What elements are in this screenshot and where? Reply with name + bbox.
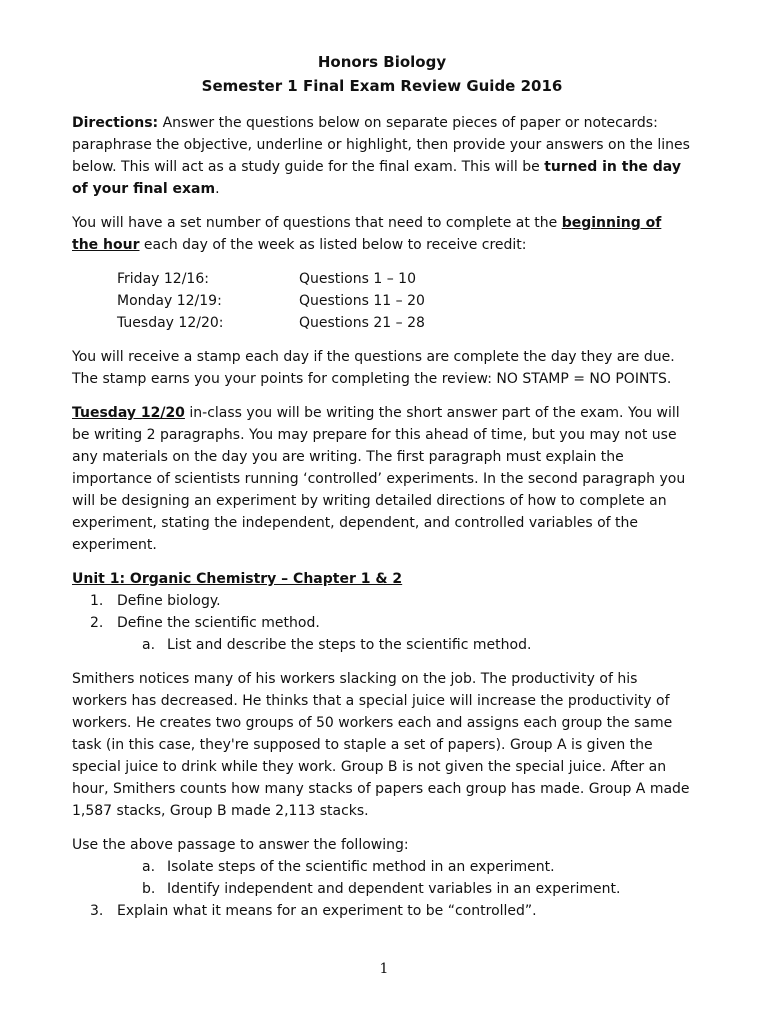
unit1-heading: Unit 1: Organic Chemistry – Chapter 1 & 2 — [72, 571, 403, 587]
directions-emphasis: turned in the day of your final exam — [72, 159, 681, 197]
item-text: Explain what it means for an experiment to be “controlled”. — [117, 903, 537, 919]
sub-item-text: List and describe the steps to the scientific method. — [167, 637, 532, 653]
sub-item-text: Isolate steps of the scientific method in an experiment. — [167, 859, 555, 875]
stamp-paragraph: You will receive a stamp each day if the questions are complete the day they are due. The stamp earns you your points for completing the review: NO STAMP = NO POINTS. — [72, 349, 675, 387]
sub-list-item — [142, 856, 692, 878]
sub-item-letter: a. — [142, 859, 156, 875]
tuesday-label: Tuesday 12/20 — [72, 405, 185, 421]
course-title: Honors Biology — [317, 53, 447, 71]
schedule-row — [117, 312, 692, 334]
sub-item-text: Identify independent and dependent variables in an experiment. — [167, 881, 621, 897]
schedule-intro-emphasis: beginning of the hour — [72, 215, 662, 253]
page-number: 1 — [379, 961, 389, 977]
item-number: 2. — [90, 615, 104, 631]
schedule-questions: Questions 11 – 20 — [299, 293, 425, 309]
sub-list-item — [142, 634, 692, 656]
schedule-row — [117, 268, 692, 290]
schedule-questions: Questions 21 – 28 — [299, 315, 425, 331]
directions-text: Answer the questions below on separate pieces of paper or notecards: paraphrase the objective, underline or highlight, then provide your answers on the lines below. This will act as a study guide for the final exam. This will be — [72, 115, 690, 175]
item-text: Define biology. — [117, 593, 221, 609]
tuesday-paragraph — [72, 402, 692, 556]
list-item — [90, 612, 692, 634]
smithers-passage: Smithers notices many of his workers slacking on the job. The productivity of his workers has decreased. He thinks that a special juice will increase the productivity of workers. He creates two groups of 50 workers each and assigns each group the same task (in this case, they're supposed to staple a set of papers). Group A is given the special juice to drink while they work. Group B is not given the special juice. After an hour, Smithers counts how many stacks of papers each group has made. Group A made 1,587 stacks, Group B made 2,113 stacks. — [72, 671, 690, 819]
tuesday-text: in-class you will be writing the short answer part of the exam. You will be writing 2 paragraphs. You may prepare for this ahead of time, but you may not use any materials on the day you are writing. The first paragraph must explain the importance of scientists running ‘controlled’ experiments. In the second paragraph you will be designing an experiment by writing detailed directions of how to complete an experiment, stating the independent, dependent, and controlled variables of the experiment. — [72, 405, 686, 553]
sub-list-item — [142, 878, 692, 900]
directions-paragraph — [72, 112, 692, 200]
schedule-list — [117, 268, 692, 334]
schedule-questions: Questions 1 – 10 — [299, 271, 416, 287]
schedule-intro-text: You will have a set number of questions that need to complete at the — [72, 215, 562, 231]
list-item — [90, 900, 692, 922]
list-item — [90, 590, 692, 612]
item-number: 1. — [90, 593, 104, 609]
schedule-row — [117, 290, 692, 312]
item-number: 3. — [90, 903, 104, 919]
schedule-day: Monday 12/19: — [117, 293, 222, 309]
sub-item-letter: a. — [142, 637, 156, 653]
schedule-intro — [72, 212, 692, 256]
use-passage-intro: Use the above passage to answer the following: — [72, 837, 409, 853]
item-text: Define the scientific method. — [117, 615, 320, 631]
schedule-day: Friday 12/16: — [117, 271, 209, 287]
directions-label: Directions: — [72, 115, 159, 131]
sub-item-letter: b. — [142, 881, 156, 897]
schedule-day: Tuesday 12/20: — [117, 315, 224, 331]
directions-period: . — [215, 181, 220, 197]
schedule-intro-text-end: each day of the week as listed below to receive credit: — [139, 237, 527, 253]
guide-title: Semester 1 Final Exam Review Guide 2016 — [201, 77, 563, 95]
document-page — [72, 50, 692, 922]
